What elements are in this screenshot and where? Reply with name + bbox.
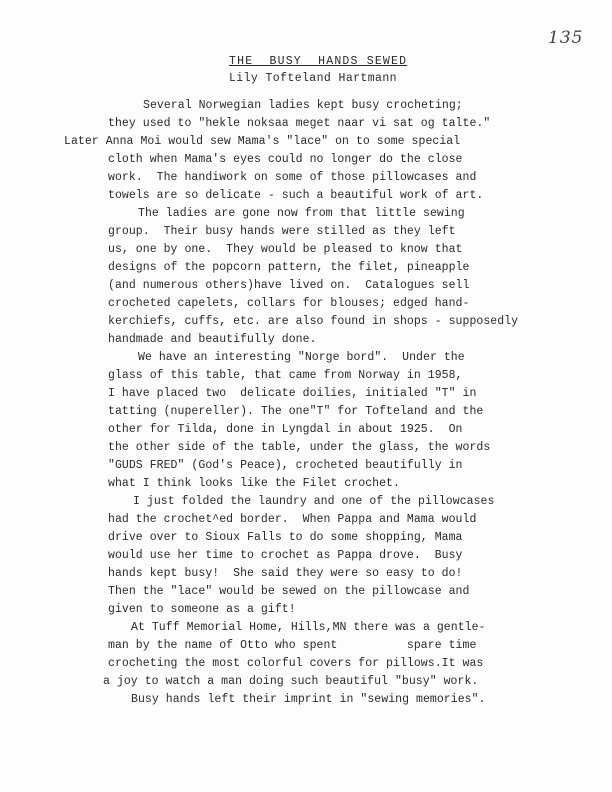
text-line: We have an interesting "Norge bord". Under the (138, 351, 465, 364)
text-line: work. The handiwork on some of those pillowcases and (108, 171, 477, 184)
text-line: group. Their busy hands were stilled as they left (108, 225, 456, 238)
text-line: Several Norwegian ladies kept busy crocheting; (143, 99, 463, 112)
text-line: they used to "hekle noksaa meget naar vi sat og talte." (108, 117, 491, 130)
text-line: given to someone as a gift! (108, 603, 296, 616)
text-line: towels are so delicate - such a beautiful work of art. (108, 189, 484, 202)
text-line: Later Anna Moi would sew Mama's "lace" on to some special (64, 135, 461, 148)
text-line: us, one by one. They would be pleased to know that (108, 243, 463, 256)
text-line: what I think looks like the Filet crochet. (108, 477, 400, 490)
document-title: THE BUSY HANDS SEWED (229, 55, 408, 68)
text-line: other for Tilda, done in Lyngdal in about 1925. On (108, 423, 463, 436)
text-line: man by the name of Otto who spent spare time (108, 639, 477, 652)
text-line: The ladies are gone now from that little sewing (138, 207, 465, 220)
text-line: "GUDS FRED" (God's Peace), crocheted beautifully in (108, 459, 463, 472)
text-line: Then the "lace" would be sewed on the pillowcase and (108, 585, 470, 598)
text-line: Busy hands left their imprint in "sewing memories". (131, 693, 486, 706)
text-line: I just folded the laundry and one of the pillowcases (133, 495, 495, 508)
text-line: handmade and beautifully done. (108, 333, 317, 346)
author-name: Lily Tofteland Hartmann (229, 72, 397, 85)
text-line: kerchiefs, cuffs, etc. are also found in shops - supposedly (108, 315, 519, 328)
text-line: would use her time to crochet as Pappa drove. Busy (108, 549, 463, 562)
text-line: the other side of the table, under the glass, the words (108, 441, 491, 454)
text-line: hands kept busy! She said they were so easy to do! (108, 567, 463, 580)
text-line: had the crochet^ed border. When Pappa and Mama would (108, 513, 477, 526)
text-line: At Tuff Memorial Home, Hills,MN there was a gentle- (131, 621, 486, 634)
text-line: crocheting the most colorful covers for pillows.It was (108, 657, 484, 670)
text-line: drive over to Sioux Falls to do some shopping, Mama (108, 531, 463, 544)
text-line: I have placed two delicate doilies, initialed "T" in (108, 387, 477, 400)
text-line: tatting (nupereller). The one"T" for Tofteland and the (108, 405, 484, 418)
text-line: (and numerous others)have lived on. Catalogues sell (108, 279, 470, 292)
text-line: a joy to watch a man doing such beautiful "busy" work. (103, 675, 479, 688)
text-line: cloth when Mama's eyes could no longer do the close (108, 153, 463, 166)
text-line: crocheted capelets, collars for blouses; edged hand- (108, 297, 470, 310)
text-line: glass of this table, that came from Norway in 1958, (108, 369, 463, 382)
text-line: designs of the popcorn pattern, the filet, pineapple (108, 261, 470, 274)
page-number: 135 (548, 28, 584, 48)
